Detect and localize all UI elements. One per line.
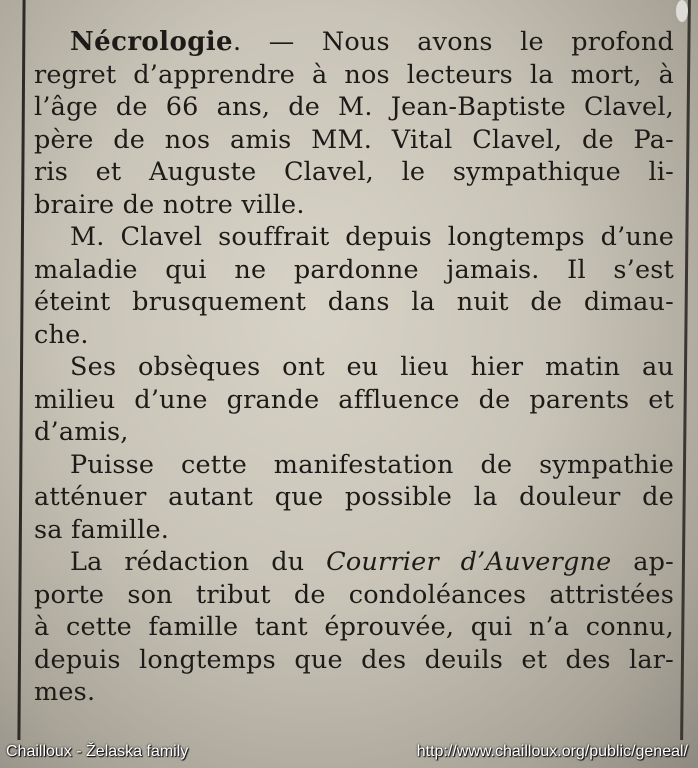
article-line: che.	[34, 319, 89, 350]
article-line: mes.	[34, 677, 96, 707]
article-line-text: . — Nous avons le profond	[233, 27, 674, 57]
column-rule-left	[17, 0, 25, 740]
article-line: père de nos amis MM. Vital Clavel, de Pa-	[34, 124, 674, 155]
newspaper-name: Courrier d’Auvergne	[326, 547, 612, 577]
article-line: M. Clavel souffrait depuis longtemps d’une	[70, 222, 674, 252]
article-line: braire de notre ville.	[34, 189, 305, 220]
caption-credit: Chailloux - Želaska family	[6, 743, 189, 760]
article-line: l’âge de 66 ans, de M. Jean-Baptiste Clavel,	[34, 92, 674, 122]
article-line: Ses obsèques ont eu lieu hier matin au	[70, 352, 674, 382]
article-line: à cette famille tant éprouvée, qui n’a connu,	[34, 612, 674, 642]
article-line: sa famille.	[34, 514, 170, 545]
article-line: regret d’apprendre à nos lecteurs la mort, à	[34, 59, 674, 90]
article-line: Puisse cette manifestation de sympathie	[70, 449, 674, 480]
article-heading: Nécrologie	[70, 27, 233, 57]
article-line-text: La rédaction du	[70, 547, 305, 577]
article-line: porte son tribut de condoléances attristées	[34, 579, 674, 610]
caption-url: http://www.chailloux.org/public/geneal/	[416, 743, 688, 760]
article-line: ris et Auguste Clavel, le sympathique li-	[34, 157, 674, 187]
article-line: depuis longtemps que des deuils et des lar-	[34, 644, 674, 675]
article-line	[34, 546, 674, 579]
column-rule-right	[680, 0, 691, 740]
article-line: éteint brusquement dans la nuit de dimau-	[34, 287, 674, 317]
article-line	[34, 26, 674, 59]
article-line-text: ap-	[611, 547, 674, 577]
article-line: atténuer autant que possible la douleur de	[34, 482, 674, 512]
image-caption	[0, 741, 698, 768]
article-line: d’amis,	[34, 417, 129, 447]
obituary-article	[34, 26, 674, 709]
paper-glare	[676, 0, 688, 22]
article-line: maladie qui ne pardonne jamais. Il s’est	[34, 254, 674, 285]
article-line: milieu d’une grande affluence de parents et	[34, 384, 674, 415]
